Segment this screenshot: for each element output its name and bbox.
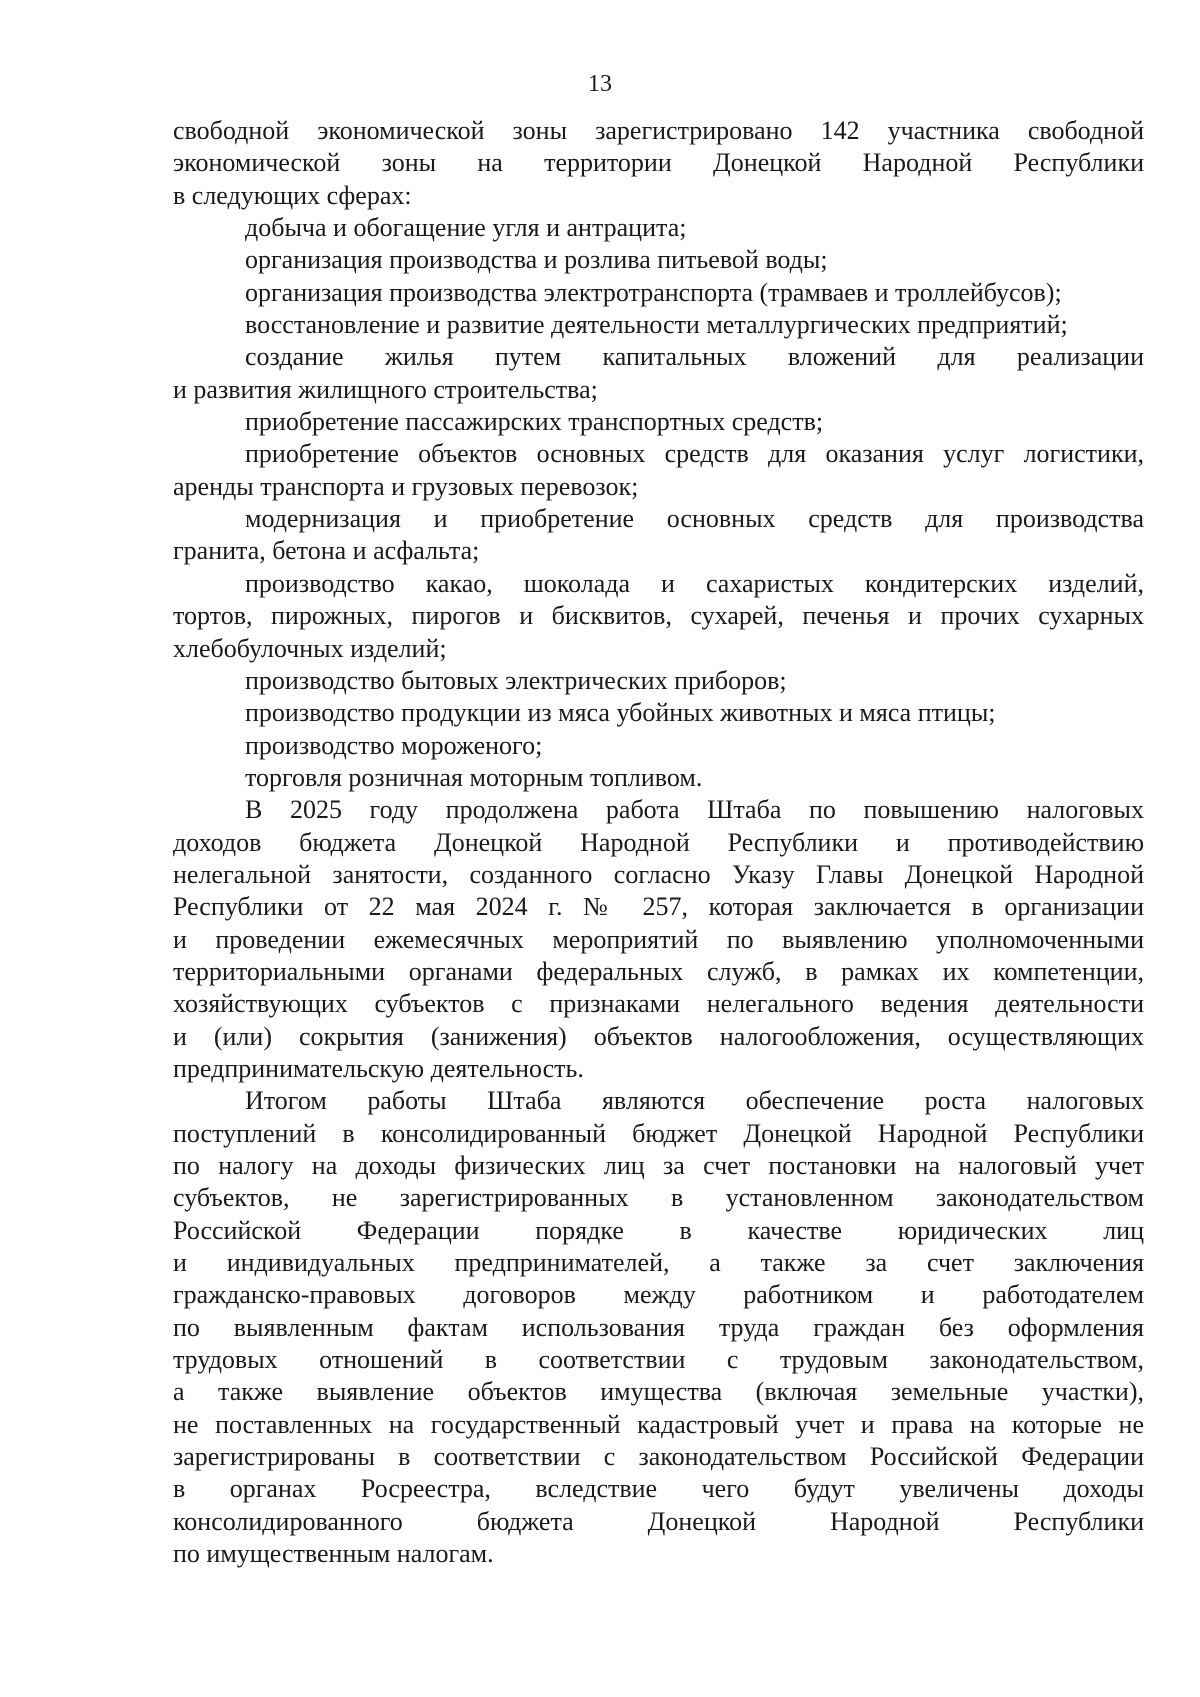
text-line: и (или) сокрытия (занижения) объектов налогообложения, осуществляющих xyxy=(173,1021,1144,1051)
text-line: а также выявление объектов имущества (включая земельные участки), xyxy=(173,1377,1144,1407)
text-line: и развития жилищного строительства; xyxy=(173,374,598,404)
text-line: поступлений в консолидированный бюджет Донецкой Народной Республики xyxy=(173,1118,1144,1148)
text-line: восстановление и развитие деятельности металлургических предприятий; xyxy=(245,310,1068,340)
text-line: экономической зоны на территории Донецкой Народной Республики xyxy=(173,148,1144,178)
text-line: и проведении ежемесячных мероприятий по выявлению уполномоченными xyxy=(173,924,1144,954)
text-line: территориальными органами федеральных служб, в рамках их компетенции, xyxy=(173,956,1144,986)
text-line: по выявленным фактам использования труда граждан без оформления xyxy=(173,1312,1144,1342)
text-line: по налогу на доходы физических лиц за счет постановки на налоговый учет xyxy=(173,1151,1144,1180)
text-line: торговля розничная моторным топливом. xyxy=(245,762,703,792)
text-line: производство какао, шоколада и сахаристых кондитерских изделий, xyxy=(245,568,1144,598)
text-line: нелегальной занятости, созданного согласно Указу Главы Донецкой Народной xyxy=(173,859,1144,889)
text-line: создание жилья путем капитальных вложений для реализации xyxy=(245,342,1144,372)
text-line: трудовых отношений в соответствии с трудовым законодательством, xyxy=(173,1345,1144,1375)
text-line: Российской Федерации порядке в качестве юридических лиц xyxy=(173,1215,1144,1245)
text-line: гранита, бетона и асфальта; xyxy=(173,536,480,566)
text-line: доходов бюджета Донецкой Народной Республики и противодействию xyxy=(173,827,1144,857)
document-body xyxy=(173,115,1144,1570)
text-line: хлебобулочных изделий; xyxy=(173,633,447,663)
text-line: производство бытовых электрических приборов; xyxy=(245,665,787,695)
text-line: не поставленных на государственный кадастровый учет и права на которые не xyxy=(173,1409,1144,1439)
text-line: приобретение объектов основных средств для оказания услуг логистики, xyxy=(245,439,1144,469)
text-line: тортов, пирожных, пирогов и бисквитов, сухарей, печенья и прочих сухарных xyxy=(173,601,1144,631)
text-line: в следующих сферах: xyxy=(173,180,412,210)
text-line: аренды транспорта и грузовых перевозок; xyxy=(173,471,639,501)
text-line: Итогом работы Штаба являются обеспечение роста налоговых xyxy=(245,1086,1144,1116)
text-line: предпринимательскую деятельность. xyxy=(173,1053,584,1083)
text-line: Республики от 22 мая 2024 г. № 257, которая заключается в организации xyxy=(173,892,1144,922)
text-line: производство продукции из мяса убойных животных и мяса птицы; xyxy=(245,698,996,728)
text-line: В 2025 году продолжена работа Штаба по повышению налоговых xyxy=(245,795,1144,825)
text-line: зарегистрированы в соответствии с законодательством Российской Федерации xyxy=(173,1442,1144,1472)
page-number: 13 xyxy=(588,71,612,97)
text-line: организация производства и розлива питьевой воды; xyxy=(245,245,828,275)
text-line: свободной экономической зоны зарегистрировано 142 участника свободной xyxy=(173,116,1144,145)
text-line: производство мороженого; xyxy=(245,730,543,760)
text-line: консолидированного бюджета Донецкой Народной Республики xyxy=(173,1506,1144,1536)
text-line: модернизация и приобретение основных средств для производства xyxy=(245,504,1144,534)
text-line: хозяйствующих субъектов с признаками нелегального ведения деятельности xyxy=(173,989,1144,1019)
text-line: и индивидуальных предпринимателей, а также за счет заключения xyxy=(173,1248,1144,1278)
text-line: гражданско-правовых договоров между работником и работодателем xyxy=(173,1280,1144,1310)
text-line: приобретение пассажирских транспортных средств; xyxy=(245,407,824,437)
text-line: организация производства электротранспорта (трамваев и троллейбусов); xyxy=(245,277,1062,307)
text-line: по имущественным налогам. xyxy=(173,1539,494,1569)
text-line: добыча и обогащение угля и антрацита; xyxy=(245,213,687,243)
text-line: в органах Росреестра, вследствие чего будут увеличены доходы xyxy=(173,1474,1144,1504)
text-line: субъектов, не зарегистрированных в установленном законодательством xyxy=(173,1183,1144,1213)
